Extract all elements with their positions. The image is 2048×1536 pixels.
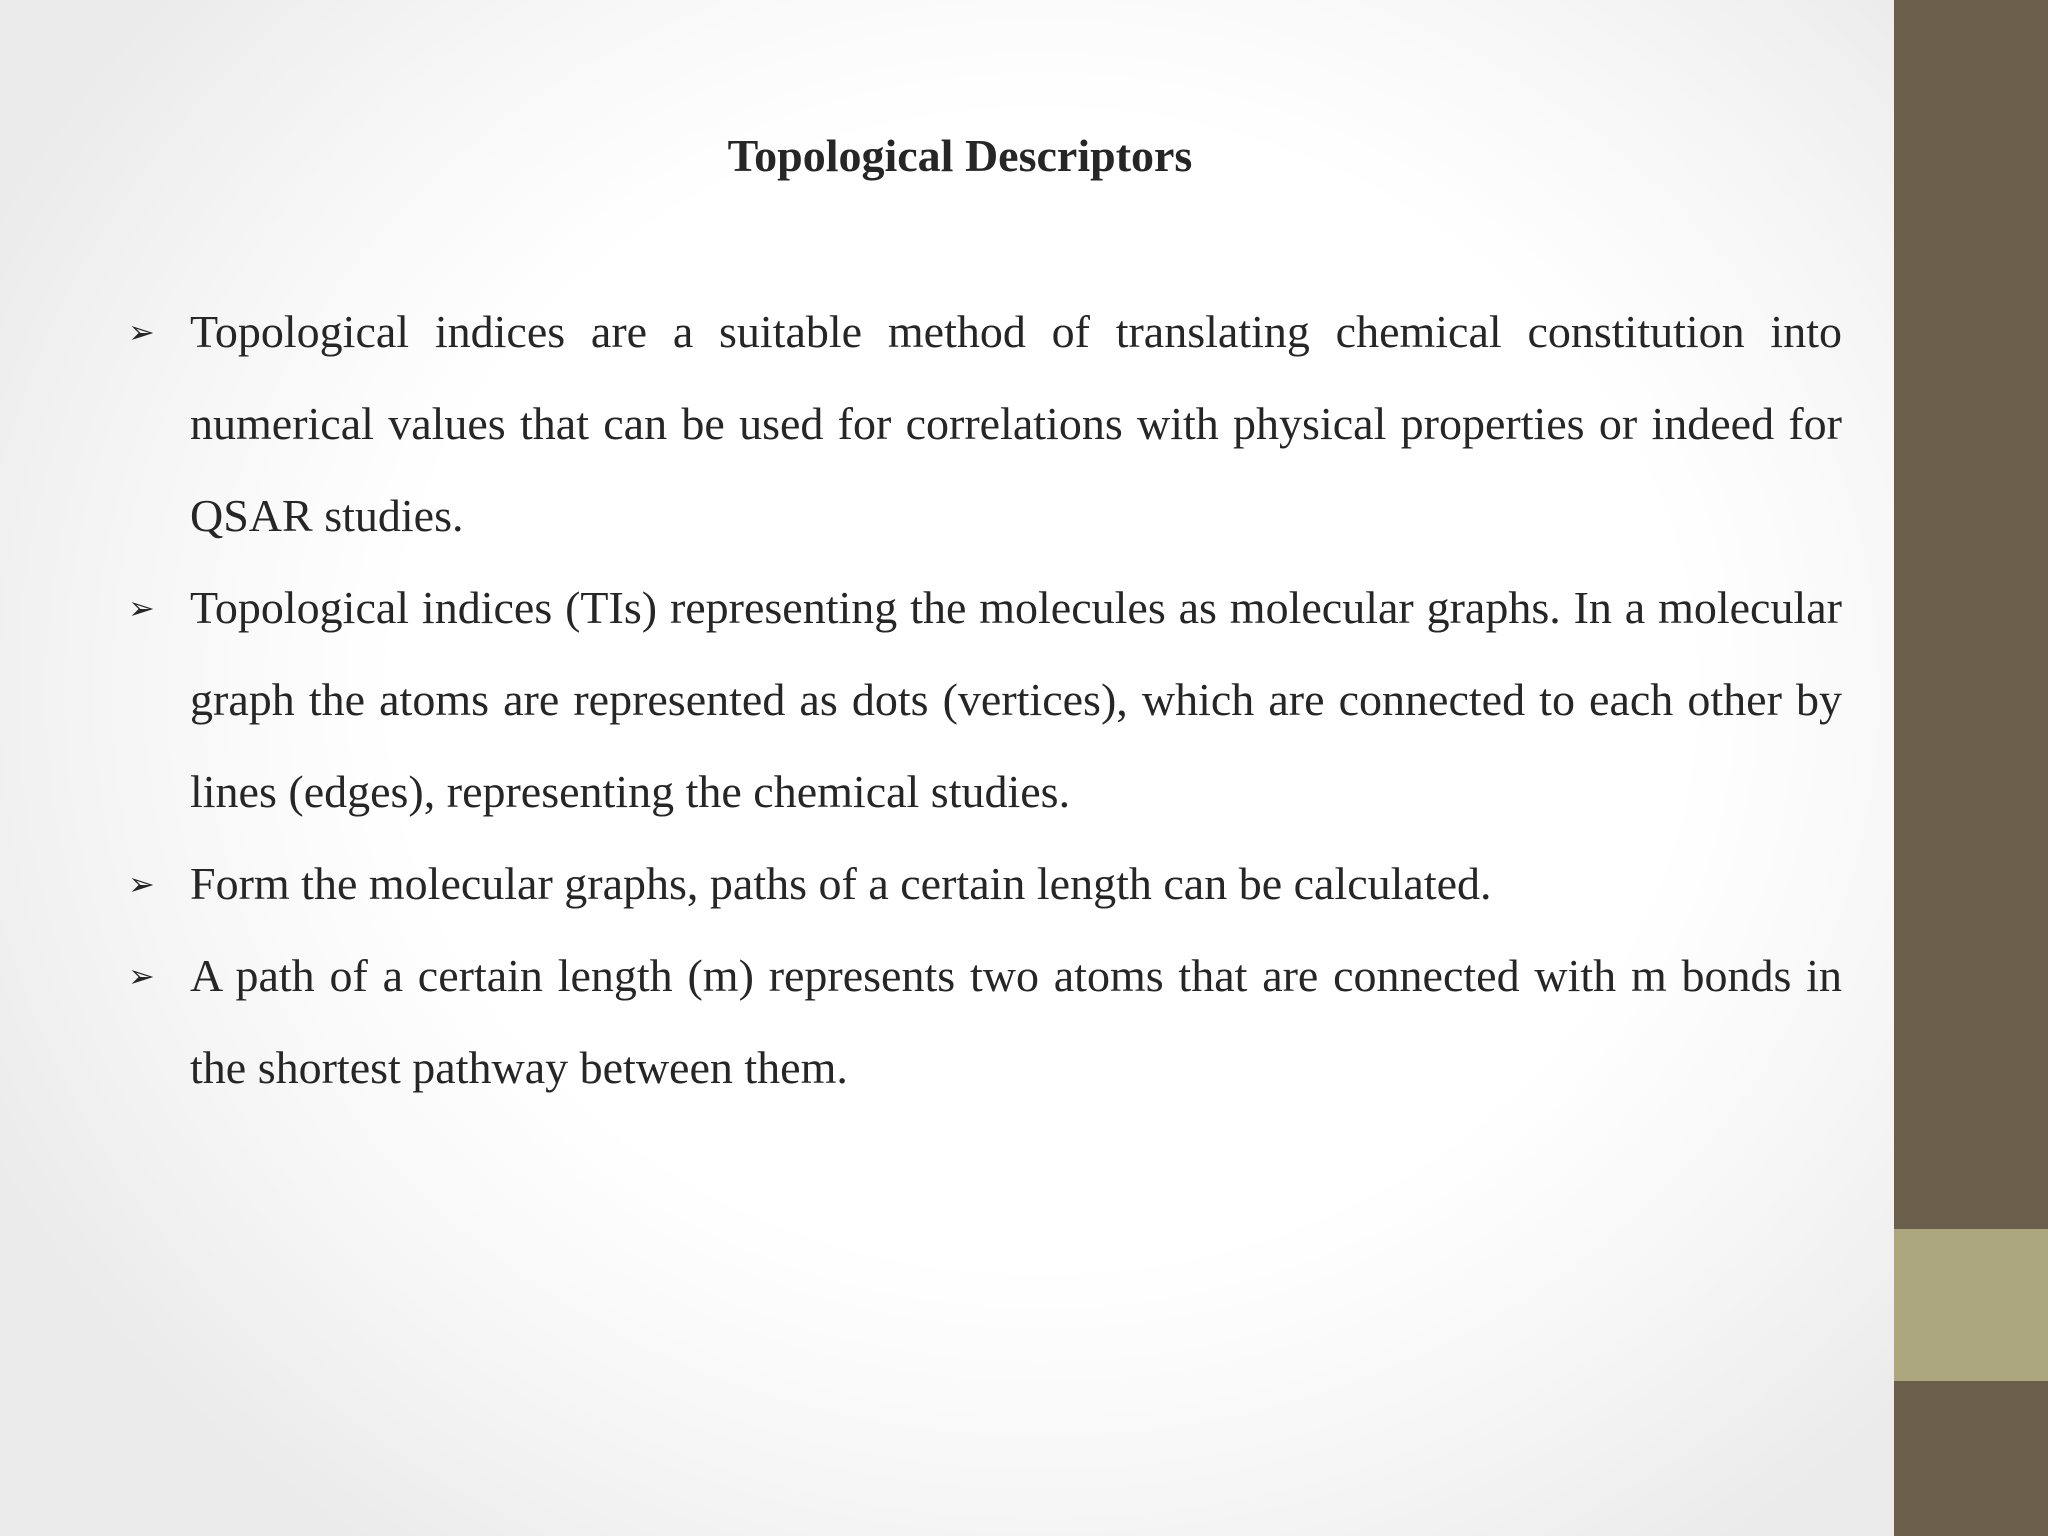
decorative-sidebar-accent bbox=[1894, 1229, 2048, 1381]
bullet-text: Form the molecular graphs, paths of a certain length can be calculated. bbox=[190, 858, 1492, 909]
arrowhead-bullet-icon: ➢ bbox=[128, 957, 155, 995]
bullet-item bbox=[128, 562, 1842, 838]
slide-title: Topological Descriptors bbox=[727, 130, 1193, 181]
bullet-text: Topological indices (TIs) representing the molecules as molecular graphs. In a molecular graph the atoms are represented as dots (vertices), which are connected to each other by lines (edges), representing the chemical studies. bbox=[190, 582, 1842, 817]
bullet-item bbox=[128, 838, 1842, 930]
arrowhead-bullet-icon: ➢ bbox=[128, 865, 155, 903]
bullet-item bbox=[128, 286, 1842, 562]
bullet-text: Topological indices are a suitable method of translating chemical constitution into numerical values that can be used for correlations with physical properties or indeed for QSAR studies. bbox=[190, 306, 1842, 541]
bullet-text: A path of a certain length (m) represents two atoms that are connected with m bonds in the shortest pathway between them. bbox=[190, 950, 1842, 1093]
bullet-list bbox=[128, 286, 1842, 1114]
arrowhead-bullet-icon: ➢ bbox=[128, 313, 155, 351]
bullet-item bbox=[128, 930, 1842, 1114]
arrowhead-bullet-icon: ➢ bbox=[128, 589, 155, 627]
